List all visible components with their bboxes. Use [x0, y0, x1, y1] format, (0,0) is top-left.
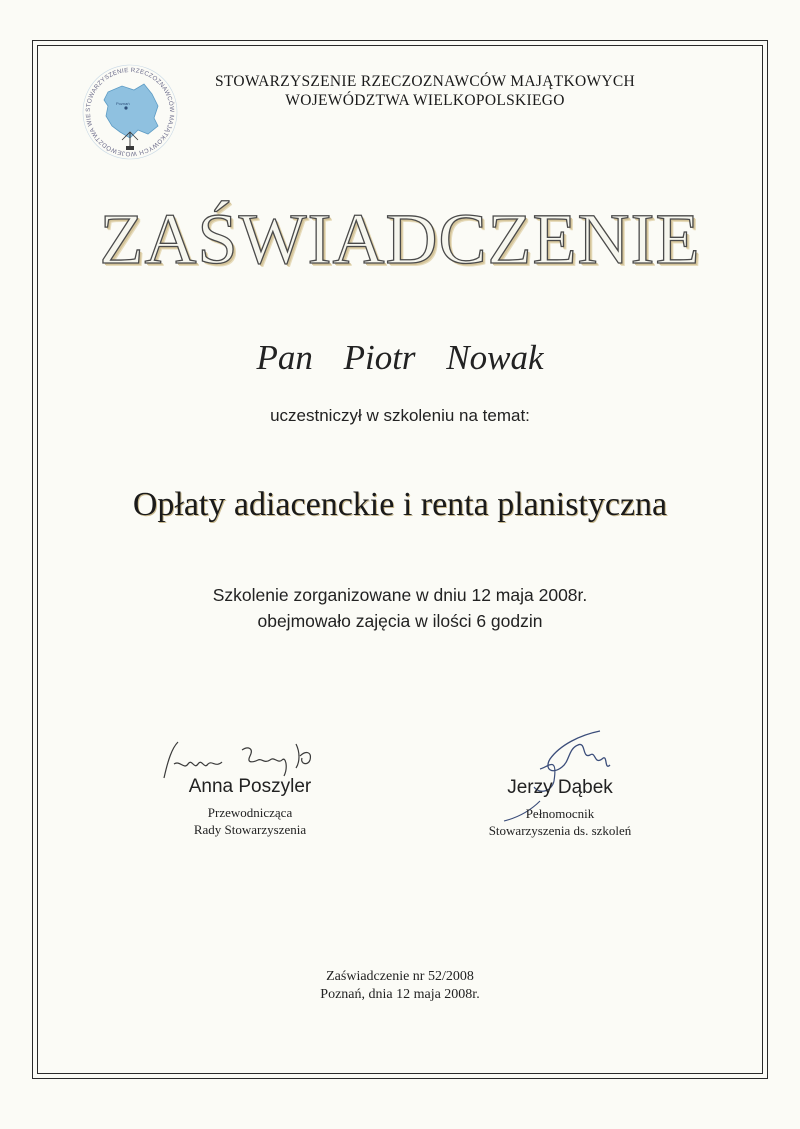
logo-ring-text: STOWARZYSZENIE RZECZOZNAWCÓW MAJĄTKOWYCH WOJEWÓDZTWA WIE	[84, 66, 176, 158]
association-header	[190, 72, 660, 110]
recipient-name: Pan Piotr Nowak	[256, 338, 544, 377]
wielkopolska-map-seal-icon	[78, 60, 182, 164]
details-line-2: obejmowało zajęcia w ilości 6 godzin	[257, 611, 543, 631]
signatory-role-right-1: Pełnomocnik	[525, 806, 595, 821]
training-details	[0, 582, 800, 634]
header-line-2: WOJEWÓDZTWA WIELKOPOLSKIEGO	[285, 92, 565, 109]
signatory-role-left-2: Rady Stowarzyszenia	[193, 822, 307, 837]
signatory-role-right-2: Stowarzyszenia ds. szkoleń	[488, 823, 632, 838]
signatory-name-left: Anna Poszyler	[188, 776, 312, 797]
certificate-footer	[0, 968, 800, 1004]
logo-map-label: Poznań	[116, 101, 130, 106]
association-logo	[78, 60, 182, 164]
participation-text: uczestniczył w szkoleniu na temat:	[270, 406, 530, 425]
training-topic: Opłaty adiacenckie i renta planistyczna	[132, 486, 668, 523]
certificate-title: ZAŚWIADCZENIE	[99, 199, 701, 279]
signatory-name-right: Jerzy Dąbek	[507, 777, 613, 798]
details-line-1: Szkolenie zorganizowane w dniu 12 maja 2008r.	[212, 585, 588, 605]
signatory-role-left-1: Przewodnicząca	[207, 805, 293, 820]
place-date: Poznań, dnia 12 maja 2008r.	[320, 987, 480, 1002]
certificate-number: Zaświadczenie nr 52/2008	[326, 969, 474, 984]
header-line-1: STOWARZYSZENIE RZECZOZNAWCÓW MAJĄTKOWYCH	[214, 73, 636, 90]
